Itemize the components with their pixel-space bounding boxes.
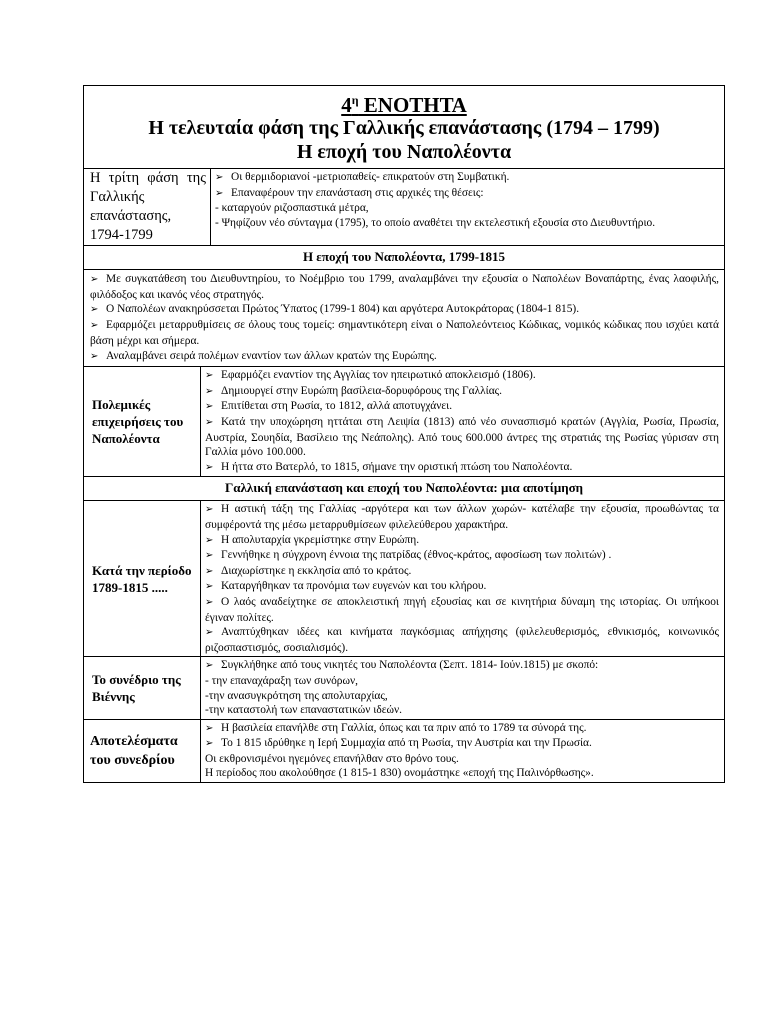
section-third-phase (84, 168, 724, 245)
history-summary-table (83, 85, 725, 783)
arrow-bullet-icon: ➢ (205, 401, 214, 413)
section-content (201, 501, 724, 656)
arrow-bullet-icon: ➢ (205, 565, 214, 577)
bullet-item (90, 318, 719, 348)
arrow-bullet-icon: ➢ (215, 187, 224, 199)
bullet-item (205, 689, 719, 704)
arrow-bullet-icon: ➢ (205, 504, 214, 516)
bullet-item (205, 658, 719, 674)
arrow-bullet-icon: ➢ (205, 534, 214, 546)
section-content (201, 367, 724, 476)
section-label: Το συνέδριο της Βιέννης (92, 672, 181, 704)
section-label: Πολεμικές επιχειρήσεις του Ναπολέοντα (92, 397, 184, 447)
bullet-item (205, 460, 719, 476)
bullet-item (205, 674, 719, 689)
arrow-bullet-icon: ➢ (205, 738, 214, 750)
bullet-text: Η αστική τάξη της Γαλλίας -αργότερα και των άλλων χωρών- κατέλαβε την εξουσία, προωθώντας τα συμφέροντά της μέσω μεταρρυθμίσεων φιλελεύθερου χαρακτήρα. (205, 503, 719, 531)
bullet-item (205, 766, 719, 781)
bullet-text: Η απολυταρχία γκρεμίστηκε στην Ευρώπη. (221, 533, 420, 546)
bullet-item (205, 703, 719, 718)
bullet-item (90, 302, 719, 318)
arrow-bullet-icon: ➢ (205, 596, 214, 608)
section-assessment (84, 500, 724, 656)
section-military-campaigns (84, 366, 724, 476)
section-label-cell (84, 169, 211, 245)
unit-superscript: η (351, 93, 359, 107)
section-label-cell (84, 501, 201, 656)
bullet-item (205, 399, 719, 415)
bullet-text: - την επαναχάραξη των συνόρων, (205, 674, 358, 687)
bullet-text: - Ψηφίζουν νέο σύνταγμα (1795), το οποίο αναθέτει την εκτελεστική εξουσία στο Διευθυντήριο. (215, 216, 656, 229)
section-header-napoleon-era: Η εποχή του Ναπολέοντα, 1799-1815 (84, 245, 724, 269)
section-content (201, 720, 724, 782)
bullet-text: Καταργήθηκαν τα προνόμια των ευγενών και του κλήρου. (221, 580, 487, 593)
bullet-text: Διαχωρίστηκε η εκκλησία από το κράτος. (221, 564, 412, 577)
arrow-bullet-icon: ➢ (215, 172, 224, 183)
bullet-item (215, 170, 719, 186)
section-label: Κατά την περίοδο 1789-1815 ..... (92, 562, 192, 595)
bullet-text: Αναλαμβάνει σειρά πολέμων εναντίον των άλλων κρατών της Ευρώπης. (106, 349, 437, 362)
bullet-item (205, 533, 719, 549)
section-label-cell (84, 657, 201, 718)
arrow-bullet-icon: ➢ (90, 320, 99, 332)
bullet-text: Με συγκατάθεση του Διευθυντηρίου, το Νοέμβριο του 1799, αναλαμβάνει την εξουσία ο Ναπολέων Βοναπάρτης, ένας λαοφιλής, φιλόδοξος και ικανός νέος στρατηγός. (90, 273, 719, 301)
section-label-cell (84, 367, 201, 476)
section-label-cell (84, 720, 201, 782)
section-header-assessment: Γαλλική επανάσταση και εποχή του Ναπολέοντα: μια αποτίμηση (84, 476, 724, 500)
bullet-text: Αναπτύχθηκαν ιδέες και κινήματα παγκόσμιας απήχησης (φιλελευθερισμός, εθνικισμός, κοινωνικός ριζοσπαστισμός, σοσιαλισμός). (205, 626, 719, 654)
bullet-item (205, 579, 719, 595)
bullet-text: Οι εκθρονισμένοι ηγεμόνες επανήλθαν στο θρόνο τους. (205, 752, 459, 765)
arrow-bullet-icon: ➢ (90, 274, 99, 285)
arrow-bullet-icon: ➢ (205, 417, 214, 428)
bullet-text: Επαναφέρουν την επανάσταση στις αρχικές της θέσεις: (231, 186, 484, 199)
bullet-item (205, 548, 719, 564)
bullet-item (215, 186, 719, 202)
title-line-3: Η εποχή του Ναπολέοντα (296, 141, 512, 163)
bullet-item (205, 595, 719, 625)
bullet-item (205, 384, 719, 400)
arrow-bullet-icon: ➢ (205, 722, 214, 734)
bullet-text: - καταργούν ριζοσπαστικά μέτρα, (215, 202, 369, 215)
bullet-text: -την ανασυγκρότηση της απολυταρχίας, (205, 689, 388, 702)
section-label: Αποτελέσματα του συνεδρίου (90, 733, 178, 768)
arrow-bullet-icon: ➢ (205, 581, 214, 593)
bullet-text: Γεννήθηκε η σύγχρονη έννοια της πατρίδας (έθνος-κράτος, αφοσίωση των πολιτών) . (221, 549, 612, 562)
title-block (84, 86, 724, 168)
bullet-text: Κατά την υποχώρηση ηττάται στη Λειψία (1813) από νέο συνασπισμό κρατών (Αγγλία, Ρωσία, Πρωσία, Αυστρία, Σουηδία, Βασίλειο της Νεάπολης). Από τους 600.000 άντρες της στρατιάς της Ρωσίας γύρισαν στη Γαλλία μόνο 100.000. (205, 416, 719, 459)
bullet-text: Εφαρμόζει εναντίον της Αγγλίας τον ηπειρωτικό αποκλεισμό (1806). (221, 369, 536, 382)
section-napoleon-era-content (84, 269, 724, 366)
bullet-text: Ο Ναπολέων ανακηρύσσεται Πρώτος Ύπατος (1799-1 804) και αργότερα Αυτοκράτορας (1804-1 815). (106, 303, 580, 316)
bullet-item (90, 272, 719, 302)
bullet-item (215, 216, 719, 231)
section-content (201, 657, 724, 718)
bullet-item (205, 502, 719, 532)
bullet-text: Οι θερμιδοριανοί -μετριοπαθείς- επικρατούν στη Συμβατική. (231, 171, 510, 183)
arrow-bullet-icon: ➢ (90, 304, 99, 316)
title-line-2: Η τελευταία φάση της Γαλλικής επανάστασης (1794 – 1799) (148, 117, 660, 139)
arrow-bullet-icon: ➢ (205, 660, 214, 672)
arrow-bullet-icon: ➢ (205, 370, 214, 382)
unit-heading (88, 89, 720, 116)
bullet-text: Συγκλήθηκε από τους νικητές του Ναπολέοντα (Σεπτ. 1814- Ιούν.1815) με σκοπό: (221, 659, 599, 672)
bullet-item (205, 752, 719, 767)
bullet-text: Εφαρμόζει μεταρρυθμίσεις σε όλους τους τομείς: σημαντικότερη είναι ο Ναπολεόντειος Κώδικας, νομικός κώδικας που ισχύει κατά βάση μέχρι και σήμερα. (90, 319, 719, 347)
arrow-bullet-icon: ➢ (205, 550, 214, 562)
section-content (211, 169, 724, 245)
bullet-text: Δημιουργεί στην Ευρώπη βασίλεια-δορυφόρους της Γαλλίας. (221, 384, 503, 397)
bullet-item (205, 736, 719, 752)
arrow-bullet-icon: ➢ (205, 385, 214, 397)
bullet-item (205, 625, 719, 655)
bullet-text: Το 1 815 ιδρύθηκε η Ιερή Συμμαχία από τη Ρωσία, την Αυστρία και την Πρωσία. (221, 737, 592, 750)
bullet-text: Η βασιλεία επανήλθε στη Γαλλία, όπως και τα πριν από το 1789 τα σύνορά της. (221, 721, 587, 734)
arrow-bullet-icon: ➢ (205, 627, 214, 639)
bullet-item (205, 721, 719, 737)
bullet-text: Επιτίθεται στη Ρωσία, το 1812, αλλά αποτυγχάνει. (221, 400, 453, 413)
bullet-text: Η περίοδος που ακολούθησε (1 815-1 830) ονομάστηκε «εποχή της Παλινόρθωσης». (205, 767, 594, 780)
unit-number: 4 (341, 93, 352, 117)
bullet-text: Ο λαός αναδείχτηκε σε αποκλειστική πηγή εξουσίας και σε κινητήρια δύναμη της ιστορίας. Οι υπήκοοι έγιναν πολίτες. (205, 595, 719, 624)
section-congress-results (84, 719, 724, 782)
bullet-item (205, 368, 719, 384)
bullet-item (205, 564, 719, 580)
section-label: Η τρίτη φάση της Γαλλικής επανάστασης, 1794-1799 (90, 170, 206, 243)
section-congress-of-vienna (84, 656, 724, 718)
bullet-item (215, 201, 719, 216)
bullet-item (90, 349, 719, 365)
bullet-text: Η ήττα στο Βατερλό, το 1815, σήμανε την οριστική πτώση του Ναπολέοντα. (221, 460, 573, 473)
arrow-bullet-icon: ➢ (90, 350, 99, 362)
unit-word: ΕΝΟΤΗΤΑ (358, 93, 467, 117)
arrow-bullet-icon: ➢ (205, 461, 214, 473)
bullet-item (205, 415, 719, 460)
bullet-text: -την καταστολή των επαναστατικών ιδεών. (205, 704, 402, 717)
